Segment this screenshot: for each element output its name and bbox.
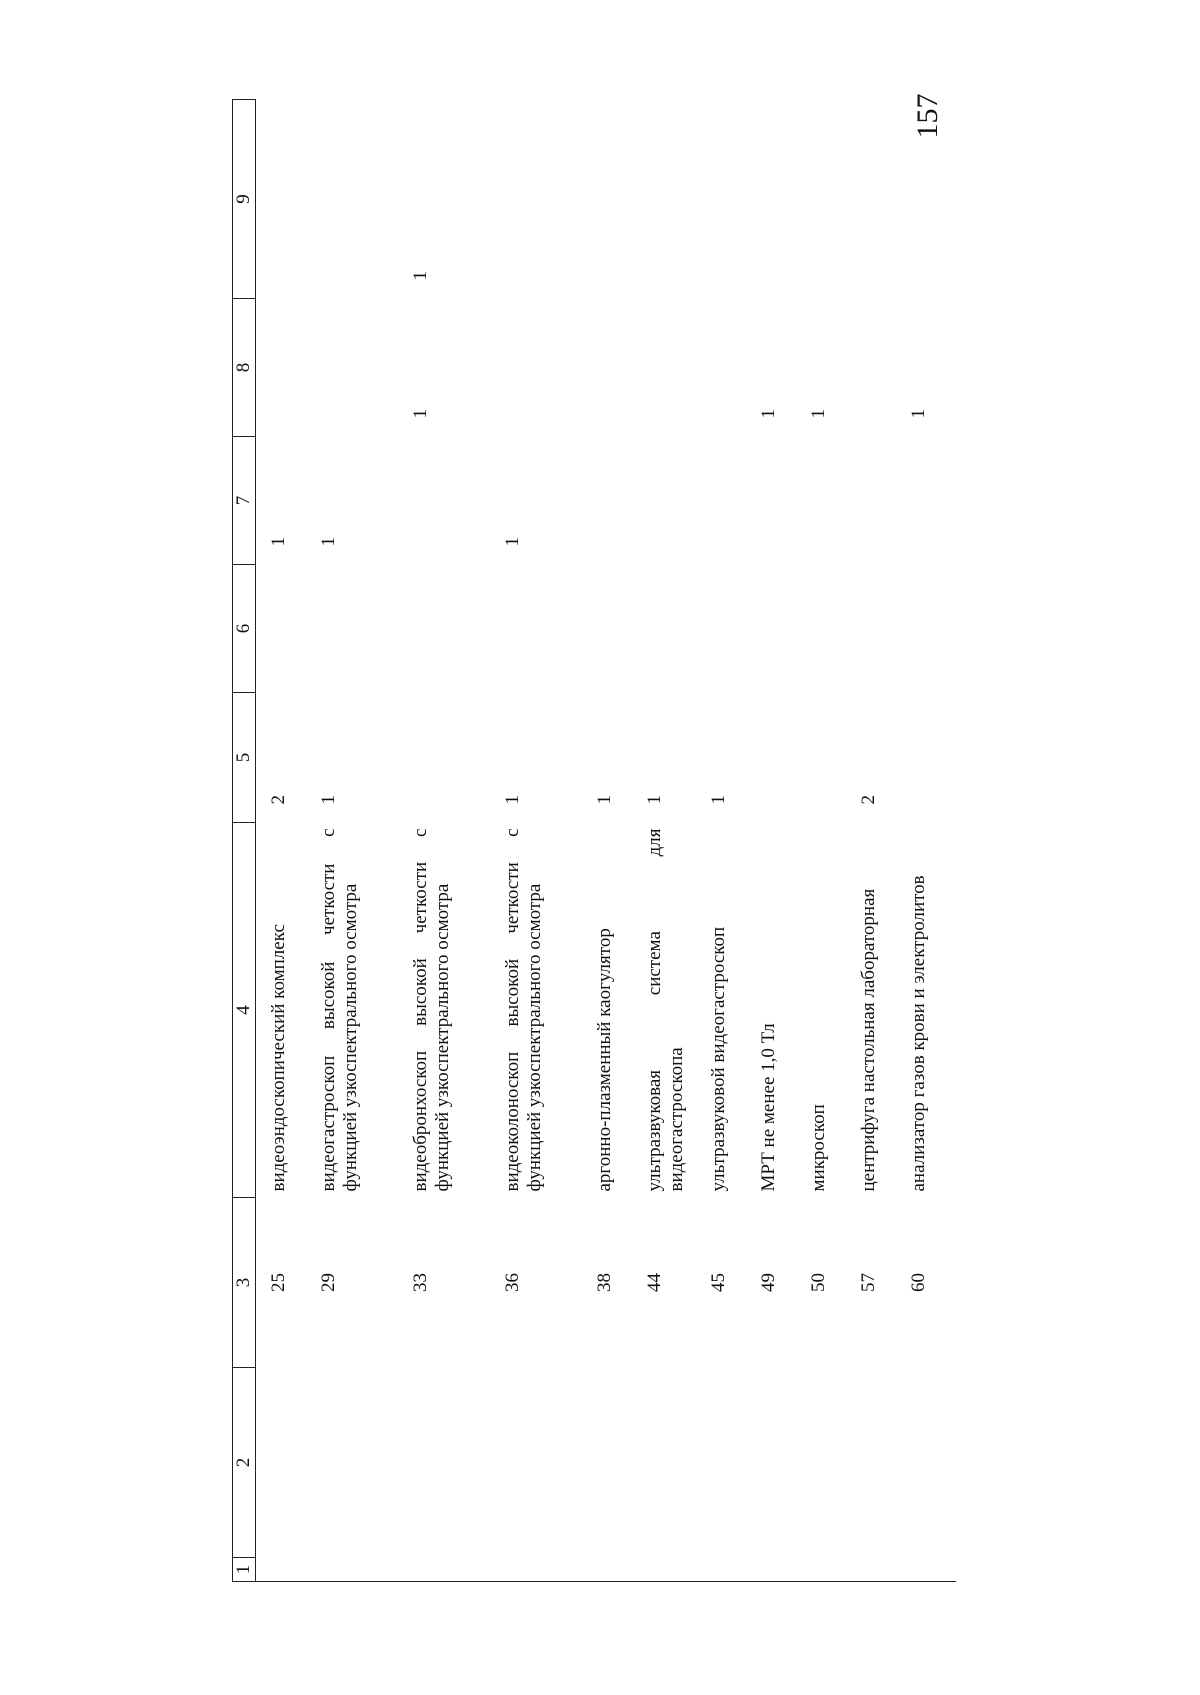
cell-col-9: 1 xyxy=(410,271,431,281)
cell-item-number: 44 xyxy=(644,1273,665,1292)
cell-col-6 xyxy=(846,565,896,693)
table-row xyxy=(306,100,398,1582)
header-col-4: 4 xyxy=(233,823,256,1198)
table-header-row xyxy=(233,100,256,1582)
cell-col-6 xyxy=(896,565,956,693)
cell-col-6 xyxy=(746,565,796,693)
cell-col-6 xyxy=(256,565,307,693)
table-row xyxy=(896,100,956,1582)
cell-col-2 xyxy=(632,1368,696,1558)
cell-col-6 xyxy=(582,565,632,693)
table-row xyxy=(696,100,746,1582)
cell-col-7 xyxy=(846,437,896,565)
cell-equipment-name: видеобронхоскоп высокой четкости с функцией узкоспектрального осмотра xyxy=(410,828,453,1192)
cell-col-1 xyxy=(896,1558,956,1582)
cell-col-5: 1 xyxy=(644,795,665,805)
cell-item-number: 60 xyxy=(908,1273,929,1292)
cell-col-2 xyxy=(582,1368,632,1558)
header-col-8: 8 xyxy=(233,299,256,437)
cell-col-2 xyxy=(306,1368,398,1558)
cell-col-7: 1 xyxy=(502,537,523,547)
cell-equipment-name: МРТ не менее 1,0 Тл xyxy=(758,1023,779,1192)
cell-equipment-name: ультразвуковой видеогастроскоп xyxy=(708,926,729,1192)
equipment-table xyxy=(232,99,956,1582)
cell-col-9 xyxy=(306,100,398,299)
table-row xyxy=(632,100,696,1582)
cell-equipment-name: видеоколоноскоп высокой четкости с функцией узкоспектрального осмотра xyxy=(502,828,545,1192)
cell-col-7: 1 xyxy=(318,537,339,547)
cell-col-5 xyxy=(398,693,490,823)
table-row xyxy=(846,100,896,1582)
cell-col-8 xyxy=(582,299,632,437)
cell-col-7 xyxy=(632,437,696,565)
cell-col-8: 1 xyxy=(410,409,431,419)
cell-equipment-name: ультразвуковая система для видеогастроскопа xyxy=(644,828,687,1192)
cell-col-9 xyxy=(696,100,746,299)
cell-col-7 xyxy=(746,437,796,565)
header-col-6: 6 xyxy=(233,565,256,693)
cell-equipment-name: аргонно-плазменный каогулятор xyxy=(594,928,615,1192)
cell-col-2 xyxy=(846,1368,896,1558)
cell-col-8: 1 xyxy=(808,409,829,419)
cell-col-5: 2 xyxy=(268,795,289,805)
cell-item-number: 36 xyxy=(502,1273,523,1292)
cell-col-9 xyxy=(796,100,846,299)
cell-item-number: 33 xyxy=(410,1273,431,1292)
cell-equipment-name: анализатор газов крови и электролитов xyxy=(908,875,929,1192)
cell-col-5 xyxy=(896,693,956,823)
cell-item-number: 49 xyxy=(758,1273,779,1292)
cell-col-2 xyxy=(398,1368,490,1558)
cell-col-7 xyxy=(696,437,746,565)
cell-col-8 xyxy=(306,299,398,437)
cell-equipment-name: видеоэндоскопический комплекс xyxy=(268,924,289,1192)
cell-col-9 xyxy=(896,100,956,299)
cell-col-8: 1 xyxy=(908,409,929,419)
cell-col-2 xyxy=(256,1368,307,1558)
table-row xyxy=(256,100,307,1582)
header-col-7: 7 xyxy=(233,437,256,565)
table-row xyxy=(398,100,490,1582)
cell-equipment-name: видеогастроскоп высокой четкости с функцией узкоспектрального осмотра xyxy=(318,828,361,1192)
cell-col-1 xyxy=(796,1558,846,1582)
cell-col-6 xyxy=(696,565,746,693)
cell-item-number: 45 xyxy=(708,1273,729,1292)
cell-col-9 xyxy=(632,100,696,299)
equipment-table-container xyxy=(232,100,1002,1582)
cell-col-6 xyxy=(398,565,490,693)
cell-col-5: 2 xyxy=(858,795,879,805)
header-col-2: 2 xyxy=(233,1368,256,1558)
cell-item-number: 29 xyxy=(318,1273,339,1292)
rotated-table-frame xyxy=(232,100,1002,1582)
cell-col-1 xyxy=(398,1558,490,1582)
cell-item-number: 57 xyxy=(858,1273,879,1292)
cell-col-9 xyxy=(256,100,307,299)
cell-col-9 xyxy=(746,100,796,299)
table-row xyxy=(746,100,796,1582)
cell-col-7 xyxy=(398,437,490,565)
cell-col-1 xyxy=(746,1558,796,1582)
cell-col-6 xyxy=(306,565,398,693)
cell-col-8 xyxy=(696,299,746,437)
cell-col-7 xyxy=(896,437,956,565)
cell-col-7 xyxy=(796,437,846,565)
cell-col-8 xyxy=(490,299,582,437)
cell-col-1 xyxy=(696,1558,746,1582)
cell-col-5: 1 xyxy=(502,795,523,805)
page-number: 157 xyxy=(911,93,944,139)
cell-col-2 xyxy=(796,1368,846,1558)
cell-col-2 xyxy=(490,1368,582,1558)
cell-col-8 xyxy=(256,299,307,437)
cell-col-1 xyxy=(490,1558,582,1582)
cell-item-number: 25 xyxy=(268,1273,289,1292)
header-col-9: 9 xyxy=(233,100,256,299)
cell-col-7: 1 xyxy=(268,537,289,547)
cell-col-6 xyxy=(796,565,846,693)
cell-col-9 xyxy=(846,100,896,299)
cell-col-8 xyxy=(632,299,696,437)
cell-col-6 xyxy=(490,565,582,693)
header-col-5: 5 xyxy=(233,693,256,823)
cell-col-9 xyxy=(582,100,632,299)
cell-col-6 xyxy=(632,565,696,693)
table-row xyxy=(582,100,632,1582)
cell-col-2 xyxy=(896,1368,956,1558)
cell-col-5 xyxy=(796,693,846,823)
table-row xyxy=(796,100,846,1582)
cell-col-9 xyxy=(490,100,582,299)
cell-col-2 xyxy=(696,1368,746,1558)
cell-col-2 xyxy=(746,1368,796,1558)
cell-equipment-name: микроскоп xyxy=(808,1104,829,1192)
cell-col-5: 1 xyxy=(594,795,615,805)
header-col-3: 3 xyxy=(233,1198,256,1368)
cell-col-7 xyxy=(582,437,632,565)
cell-col-5: 1 xyxy=(708,795,729,805)
cell-col-1 xyxy=(306,1558,398,1582)
cell-equipment-name: центрифуга настольная лабораторная xyxy=(858,888,879,1192)
cell-col-5: 1 xyxy=(318,795,339,805)
cell-col-1 xyxy=(582,1558,632,1582)
cell-col-8: 1 xyxy=(758,409,779,419)
cell-item-number: 38 xyxy=(594,1273,615,1292)
cell-col-1 xyxy=(256,1558,307,1582)
cell-item-number: 50 xyxy=(808,1273,829,1292)
header-col-1: 1 xyxy=(233,1558,256,1582)
cell-col-8 xyxy=(846,299,896,437)
cell-col-1 xyxy=(632,1558,696,1582)
cell-col-1 xyxy=(846,1558,896,1582)
cell-col-5 xyxy=(746,693,796,823)
table-row xyxy=(490,100,582,1582)
